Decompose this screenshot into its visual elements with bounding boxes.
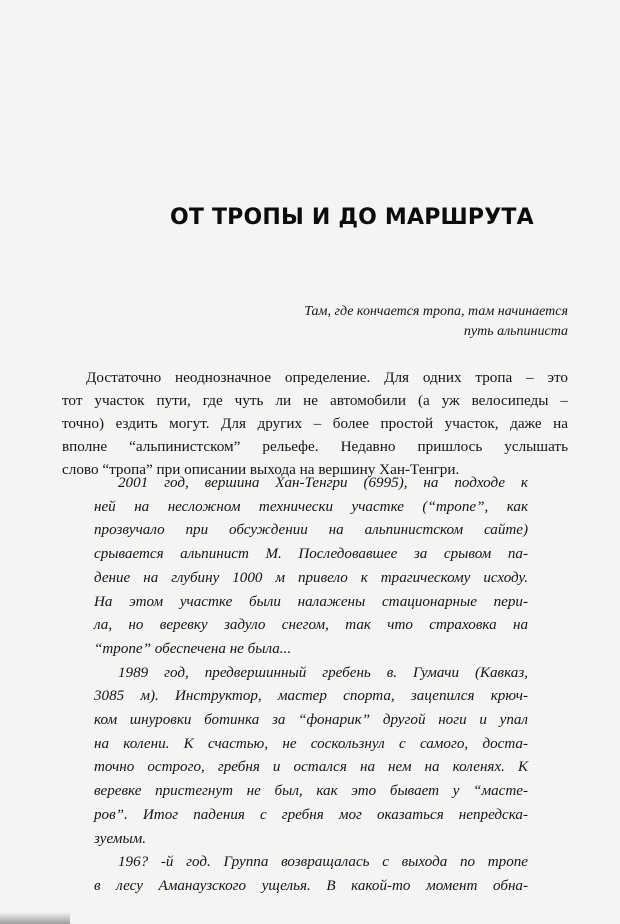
example-line: 3085 м). Инструктор, мастер спорта, зацепился крюч- [94, 688, 528, 705]
paragraph-line: точно) ездить могут. Для других – более простой участок, даже на [62, 415, 568, 432]
example-amanauz [94, 851, 528, 898]
example-line: на колени. К счастью, не соскользнул с самого, доста- [94, 735, 528, 752]
example-line: прозвучало при обсуждении на альпинистском сайте) [94, 522, 528, 539]
epigraph-line: Там, где кончается тропа, там начинается [304, 304, 568, 319]
intro-paragraph [62, 366, 568, 481]
example-line: “тропе” обеспечена не была... [94, 640, 292, 657]
example-line: точно острого, гребня и остался на нем на коленях. К [94, 759, 528, 776]
example-line: ров”. Итог падения с гребня мог оказаться непредска- [94, 806, 528, 823]
example-line: дение на глубину 1000 м привело к трагическому исходу. [94, 569, 528, 586]
paragraph-line: тот участок пути, где чуть ли не автомобили (а уж велосипеды – [62, 392, 568, 409]
example-line: зуемым. [94, 830, 147, 847]
chapter-title: ОТ ТРОПЫ И ДО МАРШРУТА [170, 205, 534, 230]
epigraph-line: путь альпиниста [463, 324, 568, 339]
examples-block [94, 472, 528, 899]
paragraph-line: Достаточно неоднозначное определение. Для одних тропа – это [86, 369, 568, 386]
example-line: 2001 год, вершина Хан-Тенгри (6995), на подходе к [118, 475, 528, 491]
example-line: 1989 год, предвершинный гребень в. Гумачи (Кавказ, [118, 664, 528, 681]
example-line: ком шнуровки ботинка за “фонарик” другой ноги и упал [94, 712, 528, 729]
example-line: ней на несложном технически участке (“тропе”, как [94, 498, 528, 515]
example-line: ла, но веревку задуло снегом, так что страховка на [94, 617, 528, 634]
example-line: веревке пристегнут не был, как это бывает у “масте- [94, 783, 528, 800]
example-line: срывается альпинист М. Последовавшее за срывом па- [94, 546, 528, 563]
scan-edge-shadow [0, 912, 70, 924]
example-khan-tengri [94, 472, 528, 662]
paragraph-line: вполне “альпинистском” рельефе. Недавно пришлось услышать [62, 438, 568, 455]
paragraph-line: слово “тропа” при описании выхода на вершину Хан-Тенгри. [62, 461, 460, 478]
epigraph [250, 302, 568, 342]
example-gumachi [94, 662, 528, 852]
example-line: 196? -й год. Группа возвращалась с выхода по тропе [118, 854, 528, 871]
example-line: На этом участке были налажены стационарные пери- [94, 593, 528, 610]
example-line: в лесу Аманаузского ущелья. В какой-то момент обна- [94, 877, 528, 894]
